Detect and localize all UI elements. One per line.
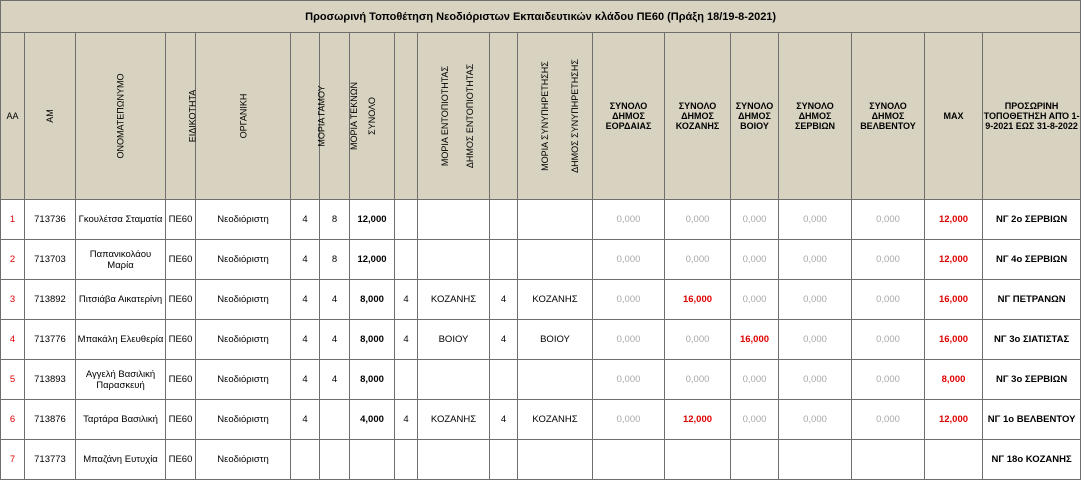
- cell-sum-velvento: 0,000: [852, 360, 925, 400]
- cell-sum-kozani: 0,000: [665, 320, 731, 360]
- cell-sum-eordaia: 0,000: [593, 320, 665, 360]
- cell-total: 8,000: [350, 280, 395, 320]
- cell-cohabitation-municipality: [518, 240, 593, 280]
- cell-cohabitation-points: [490, 200, 518, 240]
- cell-cohabitation-points: [490, 240, 518, 280]
- cell-placement: ΝΓ 18ο ΚΟΖΑΝΗΣ: [983, 440, 1081, 480]
- cell-max: 8,000: [925, 360, 983, 400]
- cell-sum-eordaia: 0,000: [593, 280, 665, 320]
- cell-aa: 5: [1, 360, 25, 400]
- header-placement: ΠΡΟΣΩΡΙΝΗ ΤΟΠΟΘΕΤΗΣΗ ΑΠΌ 1-9-2021 ΕΩΣ 31-8-2022: [983, 33, 1081, 200]
- cell-placement: ΝΓ 4ο ΣΕΡΒΙΩΝ: [983, 240, 1081, 280]
- cell-cohabitation-points: 4: [490, 320, 518, 360]
- cell-locality-municipality: [418, 200, 490, 240]
- cell-locality-municipality: [418, 240, 490, 280]
- cell-total: 12,000: [350, 240, 395, 280]
- cell-sum-servia: 0,000: [779, 320, 852, 360]
- cell-max: 12,000: [925, 240, 983, 280]
- cell-total: 8,000: [350, 360, 395, 400]
- cell-organic: Νεοδιόριστη: [196, 200, 291, 240]
- cell-placement: ΝΓ ΠΕΤΡΑΝΩΝ: [983, 280, 1081, 320]
- table-row: [1, 400, 1081, 440]
- cell-sum-voio: 0,000: [731, 400, 779, 440]
- cell-specialty: ΠΕ60: [166, 200, 196, 240]
- cell-specialty: ΠΕ60: [166, 240, 196, 280]
- cell-total: 8,000: [350, 320, 395, 360]
- cell-organic: Νεοδιόριστη: [196, 400, 291, 440]
- cell-am: 713876: [25, 400, 76, 440]
- cell-sum-kozani: 0,000: [665, 240, 731, 280]
- cell-marriage-points: 4: [291, 280, 320, 320]
- cell-marriage-points: 4: [291, 200, 320, 240]
- cell-sum-eordaia: 0,000: [593, 360, 665, 400]
- cell-cohabitation-municipality: ΚΟΖΑΝΗΣ: [518, 400, 593, 440]
- cell-cohabitation-municipality: ΚΟΖΑΝΗΣ: [518, 280, 593, 320]
- header-sum-eordaia: ΣΥΝΟΛΟ ΔΗΜΟΣ ΕΟΡΔΑΙΑΣ: [593, 33, 665, 200]
- cell-children-points: 8: [320, 240, 350, 280]
- cell-am: 713703: [25, 240, 76, 280]
- cell-max: [925, 440, 983, 480]
- cell-sum-eordaia: 0,000: [593, 200, 665, 240]
- table-title: Προσωρινή Τοποθέτηση Νεοδιόριστων Εκπαιδευτικών κλάδου ΠΕ60 (Πράξη 18/19-8-2021): [1, 1, 1081, 33]
- cell-specialty: ΠΕ60: [166, 360, 196, 400]
- cell-locality-points: [395, 440, 418, 480]
- header-cohabitation-municipality: ΔΗΜΟΣ ΣΥΝΥΠΗΡΕΤΗΣΗΣ: [518, 33, 593, 200]
- cell-sum-voio: 0,000: [731, 360, 779, 400]
- cell-sum-servia: 0,000: [779, 200, 852, 240]
- cell-locality-points: [395, 200, 418, 240]
- cell-specialty: ΠΕ60: [166, 440, 196, 480]
- cell-max: 16,000: [925, 280, 983, 320]
- cell-sum-servia: 0,000: [779, 240, 852, 280]
- cell-cohabitation-municipality: [518, 360, 593, 400]
- cell-locality-municipality: [418, 440, 490, 480]
- cell-marriage-points: 4: [291, 320, 320, 360]
- header-row: [1, 33, 1081, 200]
- cell-cohabitation-points: [490, 360, 518, 400]
- cell-am: 713776: [25, 320, 76, 360]
- cell-organic: Νεοδιόριστη: [196, 360, 291, 400]
- table-row: [1, 200, 1081, 240]
- cell-cohabitation-points: 4: [490, 400, 518, 440]
- cell-cohabitation-municipality: [518, 200, 593, 240]
- cell-max: 12,000: [925, 200, 983, 240]
- header-aa: ΑΑ: [1, 33, 25, 200]
- header-sum-velvento: ΣΥΝΟΛΟ ΔΗΜΟΣ ΒΕΛΒΕΝΤΟΥ: [852, 33, 925, 200]
- cell-sum-velvento: 0,000: [852, 240, 925, 280]
- cell-organic: Νεοδιόριστη: [196, 280, 291, 320]
- cell-sum-velvento: 0,000: [852, 320, 925, 360]
- cell-placement: ΝΓ 1ο ΒΕΛΒΕΝΤΟΥ: [983, 400, 1081, 440]
- cell-aa: 4: [1, 320, 25, 360]
- cell-cohabitation-points: [490, 440, 518, 480]
- cell-sum-velvento: 0,000: [852, 400, 925, 440]
- cell-sum-servia: 0,000: [779, 360, 852, 400]
- cell-marriage-points: [291, 440, 320, 480]
- header-total: ΣΥΝΟΛΟ: [350, 33, 395, 200]
- header-cohabitation-points: ΜΟΡΙΑ ΣΥΝΥΠΗΡΕΤΗΣΗΣ: [490, 33, 518, 200]
- cell-aa: 1: [1, 200, 25, 240]
- table-row: [1, 280, 1081, 320]
- cell-sum-voio: 0,000: [731, 240, 779, 280]
- cell-sum-servia: 0,000: [779, 400, 852, 440]
- table-row: [1, 320, 1081, 360]
- header-organic: ΟΡΓΑΝΙΚΗ: [196, 33, 291, 200]
- cell-locality-points: [395, 240, 418, 280]
- cell-locality-municipality: [418, 360, 490, 400]
- header-marriage-points: ΜΟΡΙΑ ΓΑΜΟΥ: [291, 33, 320, 200]
- cell-locality-municipality: ΚΟΖΑΝΗΣ: [418, 280, 490, 320]
- cell-sum-kozani: 0,000: [665, 360, 731, 400]
- cell-placement: ΝΓ 3ο ΣΕΡΒΙΩΝ: [983, 360, 1081, 400]
- cell-sum-velvento: [852, 440, 925, 480]
- cell-locality-municipality: ΚΟΖΑΝΗΣ: [418, 400, 490, 440]
- cell-sum-velvento: 0,000: [852, 280, 925, 320]
- cell-cohabitation-points: 4: [490, 280, 518, 320]
- cell-marriage-points: 4: [291, 240, 320, 280]
- cell-aa: 6: [1, 400, 25, 440]
- cell-locality-municipality: ΒΟΙΟΥ: [418, 320, 490, 360]
- table-row: [1, 240, 1081, 280]
- cell-name: Αγγελή Βασιλική Παρασκευή: [76, 360, 166, 400]
- cell-name: Μπαζάνη Ευτυχία: [76, 440, 166, 480]
- cell-name: Πιτσιάβα Αικατερίνη: [76, 280, 166, 320]
- cell-sum-voio: 0,000: [731, 280, 779, 320]
- header-locality-points: ΜΟΡΙΑ ΕΝΤΟΠΙΟΤΗΤΑΣ: [395, 33, 418, 200]
- header-sum-kozani: ΣΥΝΟΛΟ ΔΗΜΟΣ ΚΟΖΑΝΗΣ: [665, 33, 731, 200]
- cell-locality-points: [395, 360, 418, 400]
- cell-organic: Νεοδιόριστη: [196, 320, 291, 360]
- cell-sum-velvento: 0,000: [852, 200, 925, 240]
- header-am: ΑΜ: [25, 33, 76, 200]
- cell-am: 713736: [25, 200, 76, 240]
- cell-am: 713773: [25, 440, 76, 480]
- cell-cohabitation-municipality: [518, 440, 593, 480]
- cell-aa: 2: [1, 240, 25, 280]
- cell-sum-kozani: 12,000: [665, 400, 731, 440]
- cell-max: 12,000: [925, 400, 983, 440]
- cell-locality-points: 4: [395, 400, 418, 440]
- cell-organic: Νεοδιόριστη: [196, 240, 291, 280]
- cell-name: Μπακάλη Ελευθερία: [76, 320, 166, 360]
- cell-placement: ΝΓ 2ο ΣΕΡΒΙΩΝ: [983, 200, 1081, 240]
- cell-total: 4,000: [350, 400, 395, 440]
- cell-sum-voio: [731, 440, 779, 480]
- cell-organic: Νεοδιόριστη: [196, 440, 291, 480]
- table-row: [1, 440, 1081, 480]
- header-children-points: ΜΟΡΙΑ ΤΕΚΝΩΝ: [320, 33, 350, 200]
- cell-children-points: 8: [320, 200, 350, 240]
- cell-marriage-points: 4: [291, 400, 320, 440]
- header-name: ΟΝΟΜΑΤΕΠΩΝΥΜΟ: [76, 33, 166, 200]
- cell-aa: 3: [1, 280, 25, 320]
- cell-aa: 7: [1, 440, 25, 480]
- header-max: MAX: [925, 33, 983, 200]
- cell-children-points: 4: [320, 280, 350, 320]
- header-sum-voio: ΣΥΝΟΛΟ ΔΗΜΟΣ ΒΟΙΟΥ: [731, 33, 779, 200]
- cell-specialty: ΠΕ60: [166, 400, 196, 440]
- cell-sum-voio: 16,000: [731, 320, 779, 360]
- cell-locality-points: 4: [395, 280, 418, 320]
- header-sum-servia: ΣΥΝΟΛΟ ΔΗΜΟΣ ΣΕΡΒΙΩΝ: [779, 33, 852, 200]
- cell-sum-eordaia: 0,000: [593, 240, 665, 280]
- cell-sum-kozani: 16,000: [665, 280, 731, 320]
- cell-name: Γκουλέτσα Σταματία: [76, 200, 166, 240]
- cell-sum-eordaia: [593, 440, 665, 480]
- table-row: [1, 360, 1081, 400]
- cell-children-points: 4: [320, 360, 350, 400]
- cell-sum-kozani: [665, 440, 731, 480]
- cell-placement: ΝΓ 3ο ΣΙΑΤΙΣΤΑΣ: [983, 320, 1081, 360]
- cell-name: Ταρτάρα Βασιλική: [76, 400, 166, 440]
- cell-sum-servia: 0,000: [779, 280, 852, 320]
- cell-marriage-points: 4: [291, 360, 320, 400]
- header-specialty: ΕΙΔΙΚΟΤΗΤΑ: [166, 33, 196, 200]
- header-locality-municipality: ΔΗΜΟΣ ΕΝΤΟΠΙΟΤΗΤΑΣ: [418, 33, 490, 200]
- cell-children-points: [320, 400, 350, 440]
- cell-am: 713892: [25, 280, 76, 320]
- cell-sum-voio: 0,000: [731, 200, 779, 240]
- cell-sum-kozani: 0,000: [665, 200, 731, 240]
- cell-total: [350, 440, 395, 480]
- cell-specialty: ΠΕ60: [166, 280, 196, 320]
- cell-sum-eordaia: 0,000: [593, 400, 665, 440]
- cell-max: 16,000: [925, 320, 983, 360]
- cell-locality-points: 4: [395, 320, 418, 360]
- cell-sum-servia: [779, 440, 852, 480]
- cell-children-points: 4: [320, 320, 350, 360]
- cell-cohabitation-municipality: ΒΟΙΟΥ: [518, 320, 593, 360]
- cell-am: 713893: [25, 360, 76, 400]
- cell-name: Παπανικολάου Μαρία: [76, 240, 166, 280]
- cell-children-points: [320, 440, 350, 480]
- cell-specialty: ΠΕ60: [166, 320, 196, 360]
- cell-total: 12,000: [350, 200, 395, 240]
